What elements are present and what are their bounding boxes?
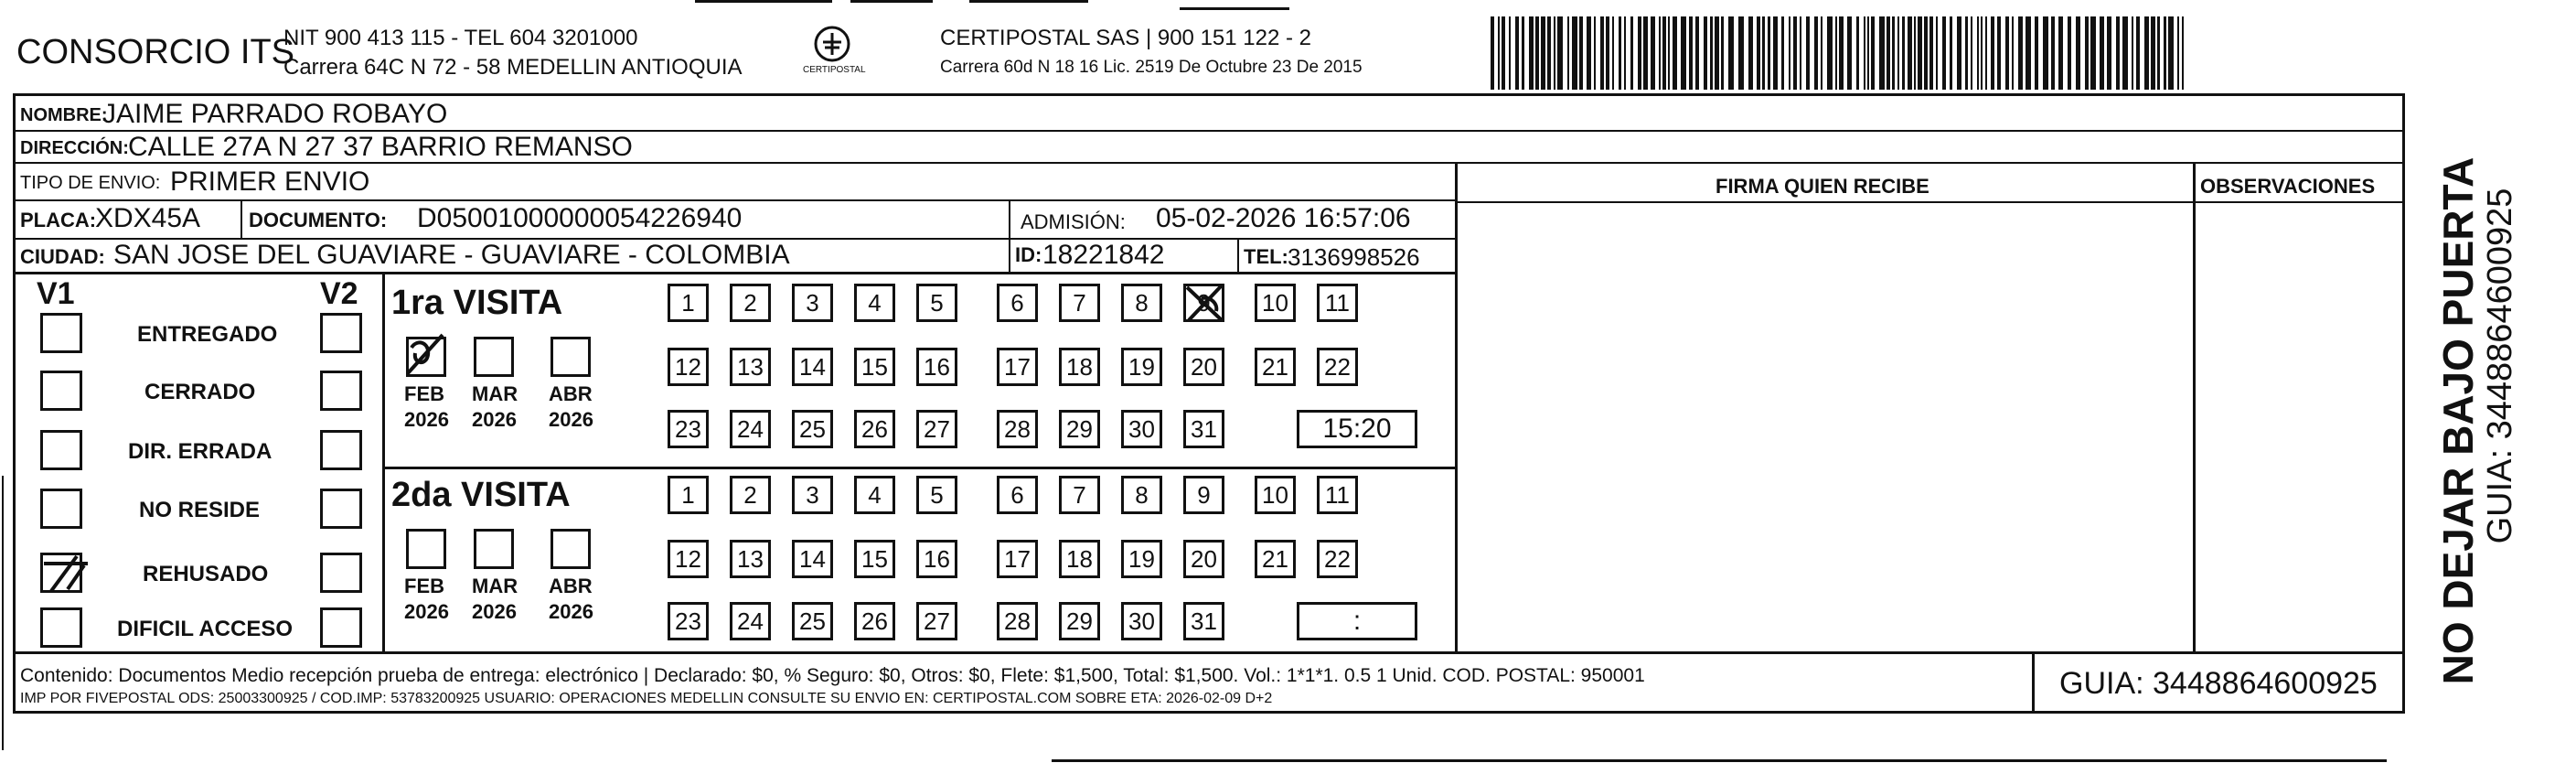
year-label: 2026 — [404, 408, 449, 431]
day-box[interactable]: 15 — [854, 348, 895, 386]
footer-line2: IMP POR FIVEPOSTAL ODS: 25003300925 / COD.IMP: 53783200925 USUARIO: OPERACIONES MEDELLIN CONSULTE SU ENVIO EN: CERTIPOSTAL.COM SOBRE ETA: 2026-02-09 D+2 — [20, 691, 1273, 706]
tipo-label: TIPO DE ENVIO: — [20, 173, 161, 193]
day-box[interactable]: 31 — [1183, 602, 1224, 640]
side-guia: GUIA: 3448864600925 — [2481, 188, 2519, 544]
day-box[interactable]: 20 — [1183, 348, 1224, 386]
company-nit: NIT 900 413 115 - TEL 604 3201000 — [283, 26, 638, 50]
footer-guia: GUIA: 3448864600925 — [2059, 666, 2378, 701]
company-address: Carrera 64C N 72 - 58 MEDELLIN ANTIOQUIA — [283, 55, 743, 80]
year-label: 2026 — [472, 408, 517, 431]
day-box[interactable]: 17 — [997, 348, 1038, 386]
year-label: 2026 — [472, 600, 517, 623]
day-box[interactable]: 18 — [1059, 348, 1100, 386]
day-box[interactable]: 25 — [792, 410, 833, 448]
row-line — [385, 467, 1455, 469]
day-box[interactable]: 30 — [1121, 602, 1162, 640]
month-checkbox[interactable] — [550, 529, 591, 569]
day-box[interactable]: 31 — [1183, 410, 1224, 448]
day-box[interactable]: 24 — [730, 602, 771, 640]
status-label: ENTREGADO — [137, 322, 278, 347]
visita2-title: 2da VISITA — [391, 476, 571, 514]
v1-label: V1 — [37, 276, 75, 311]
row-line — [13, 162, 2405, 164]
footer-line1: Contenido: Documentos Medio recepción prueba de entrega: electrónico | Declarado: $0, % Seguro: $0, Otros: $0, Flete: $1,500, Total: $1,500. Vol.: 1*1*1. 0.5 1 Unid. COD. POSTAL: 950001 — [20, 665, 1645, 686]
frame-line — [13, 93, 16, 714]
status-label: NO RESIDE — [139, 498, 261, 522]
time-box[interactable]: 15:20 — [1297, 410, 1417, 448]
status-label: DIFICIL ACCESO — [117, 617, 294, 641]
day-box[interactable]: 13 — [730, 348, 771, 386]
row-line — [13, 651, 2405, 654]
tel-value: 3136998526 — [1288, 243, 1420, 271]
certipostal-logo-text: CERTIPOSTAL — [803, 65, 866, 75]
day-box[interactable]: 19 — [1121, 540, 1162, 578]
documento-value: D05001000000054226940 — [417, 203, 743, 233]
admision-label: ADMISIÓN: — [1021, 210, 1126, 233]
tipo-value: PRIMER ENVIO — [170, 167, 370, 197]
day-box[interactable]: 1 — [668, 476, 709, 514]
day-box[interactable]: 22 — [1317, 348, 1358, 386]
day-box[interactable]: 5 — [916, 476, 957, 514]
v2-checkbox[interactable] — [320, 371, 362, 411]
col-line — [2032, 651, 2035, 712]
day-box[interactable]: 4 — [854, 476, 895, 514]
year-label: 2026 — [549, 600, 593, 623]
day-box[interactable]: 8 — [1121, 284, 1162, 322]
documento-label: DOCUMENTO: — [249, 209, 388, 231]
v2-checkbox[interactable] — [320, 430, 362, 470]
col-line — [240, 199, 242, 238]
tel-label: TEL: — [1244, 245, 1288, 268]
day-box[interactable]: 4 — [854, 284, 895, 322]
day-box[interactable]: 3 — [792, 284, 833, 322]
day-box[interactable]: 9 — [1183, 284, 1224, 322]
frame-line — [13, 93, 2405, 96]
v2-checkbox[interactable] — [320, 313, 362, 353]
day-box[interactable]: 12 — [668, 348, 709, 386]
day-box[interactable]: 1 — [668, 284, 709, 322]
ciudad-label: CIUDAD: — [20, 245, 105, 268]
v2-checkbox[interactable] — [320, 489, 362, 529]
day-box[interactable]: 11 — [1317, 284, 1358, 322]
day-box[interactable]: 28 — [997, 410, 1038, 448]
day-box[interactable]: 10 — [1255, 476, 1296, 514]
day-box[interactable]: 12 — [668, 540, 709, 578]
observaciones-label: OBSERVACIONES — [2200, 175, 2376, 198]
v2-checkbox[interactable] — [320, 553, 362, 593]
month-label: FEB — [404, 575, 444, 597]
day-box[interactable]: 26 — [854, 602, 895, 640]
v1-checkbox[interactable] — [40, 607, 82, 648]
day-box[interactable]: 21 — [1255, 540, 1296, 578]
month-checkbox[interactable] — [550, 337, 591, 377]
row-line — [1458, 201, 2405, 203]
day-box[interactable]: 13 — [730, 540, 771, 578]
day-box[interactable]: 28 — [997, 602, 1038, 640]
id-label: ID: — [1015, 243, 1042, 266]
day-box[interactable]: 9 — [1183, 476, 1224, 514]
col-line — [1237, 238, 1239, 273]
day-box[interactable]: 27 — [916, 602, 957, 640]
v1-checkbox[interactable] — [40, 430, 82, 470]
direccion-label: DIRECCIÓN: — [20, 138, 129, 158]
day-box[interactable]: 14 — [792, 540, 833, 578]
day-box[interactable]: 2 — [730, 476, 771, 514]
col-line — [382, 272, 385, 652]
id-value: 18221842 — [1042, 240, 1165, 270]
day-box[interactable]: 23 — [668, 602, 709, 640]
day-box[interactable]: 15 — [854, 540, 895, 578]
day-box[interactable]: 3 — [792, 476, 833, 514]
day-box[interactable]: 19 — [1121, 348, 1162, 386]
bottom-mark — [1052, 759, 2387, 762]
top-mark — [850, 0, 933, 3]
day-box[interactable]: 21 — [1255, 348, 1296, 386]
placa-value: XDX45A — [95, 203, 201, 233]
status-label: REHUSADO — [143, 562, 269, 586]
certipostal-address: Carrera 60d N 18 16 Lic. 2519 De Octubre 23 De 2015 — [940, 58, 1363, 77]
side-warning: NO DEJAR BAJO PUERTA — [2434, 156, 2482, 685]
day-box[interactable]: 24 — [730, 410, 771, 448]
day-box[interactable]: 22 — [1317, 540, 1358, 578]
v1-checkbox[interactable] — [40, 489, 82, 529]
v1-checkbox[interactable] — [40, 371, 82, 411]
left-edge-mark — [2, 476, 4, 750]
barcode — [1491, 16, 2195, 90]
day-box[interactable]: 27 — [916, 410, 957, 448]
top-mark — [969, 0, 1088, 3]
placa-label: PLACA: — [20, 209, 97, 231]
day-box[interactable]: 7 — [1059, 476, 1100, 514]
v1-checkbox[interactable] — [40, 313, 82, 353]
row-line — [13, 272, 1458, 274]
month-checkbox[interactable] — [474, 529, 514, 569]
frame-line — [2402, 93, 2405, 714]
col-line — [1455, 162, 1458, 652]
top-mark — [695, 0, 832, 3]
status-label: CERRADO — [144, 380, 256, 404]
day-box[interactable]: 25 — [792, 602, 833, 640]
frame-line — [13, 711, 2405, 714]
v2-checkbox[interactable] — [320, 607, 362, 648]
row-line — [13, 199, 1458, 201]
day-box[interactable]: 2 — [730, 284, 771, 322]
time-box[interactable]: : — [1297, 602, 1417, 640]
day-cross-mark-icon — [1180, 280, 1231, 326]
ciudad-value: SAN JOSE DEL GUAVIARE - GUAVIARE - COLOMBIA — [113, 240, 790, 270]
day-box[interactable]: 26 — [854, 410, 895, 448]
feb-check-mark-icon — [402, 329, 452, 379]
month-label: ABR — [549, 575, 593, 597]
day-box[interactable]: 23 — [668, 410, 709, 448]
month-checkbox[interactable] — [406, 529, 446, 569]
day-box[interactable]: 6 — [997, 284, 1038, 322]
day-box[interactable]: 5 — [916, 284, 957, 322]
month-label: FEB — [404, 382, 444, 405]
admision-value: 05-02-2026 16:57:06 — [1156, 203, 1411, 233]
month-label: ABR — [549, 382, 593, 405]
day-box[interactable]: 8 — [1121, 476, 1162, 514]
day-box[interactable]: 7 — [1059, 284, 1100, 322]
day-box[interactable]: 30 — [1121, 410, 1162, 448]
day-box[interactable]: 29 — [1059, 410, 1100, 448]
col-line — [2193, 162, 2196, 652]
month-label: MAR — [472, 575, 518, 597]
nombre-label: NOMBRE: — [20, 105, 108, 125]
nombre-value: JAIME PARRADO ROBAYO — [102, 99, 448, 129]
year-label: 2026 — [404, 600, 449, 623]
day-box[interactable]: 17 — [997, 540, 1038, 578]
day-box[interactable]: 20 — [1183, 540, 1224, 578]
day-box[interactable]: 6 — [997, 476, 1038, 514]
direccion-value: CALLE 27A N 27 37 BARRIO REMANSO — [128, 132, 633, 162]
certipostal-logo-icon — [812, 24, 852, 64]
day-box[interactable]: 14 — [792, 348, 833, 386]
month-label: MAR — [472, 382, 518, 405]
day-box[interactable]: 29 — [1059, 602, 1100, 640]
top-mark — [1180, 7, 1289, 10]
day-box[interactable]: 11 — [1317, 476, 1358, 514]
day-box[interactable]: 16 — [916, 540, 957, 578]
year-label: 2026 — [549, 408, 593, 431]
day-box[interactable]: 18 — [1059, 540, 1100, 578]
visita1-title: 1ra VISITA — [391, 284, 563, 322]
day-box[interactable]: 16 — [916, 348, 957, 386]
rehusado-check-mark-icon — [40, 547, 95, 598]
company-name: CONSORCIO ITS — [16, 33, 295, 71]
v2-label: V2 — [320, 276, 358, 311]
month-checkbox[interactable] — [474, 337, 514, 377]
firma-label: FIRMA QUIEN RECIBE — [1716, 175, 1929, 198]
col-line — [1009, 199, 1010, 273]
day-box[interactable]: 10 — [1255, 284, 1296, 322]
status-label: DIR. ERRADA — [128, 439, 273, 464]
certipostal-info: CERTIPOSTAL SAS | 900 151 122 - 2 — [940, 26, 1311, 50]
